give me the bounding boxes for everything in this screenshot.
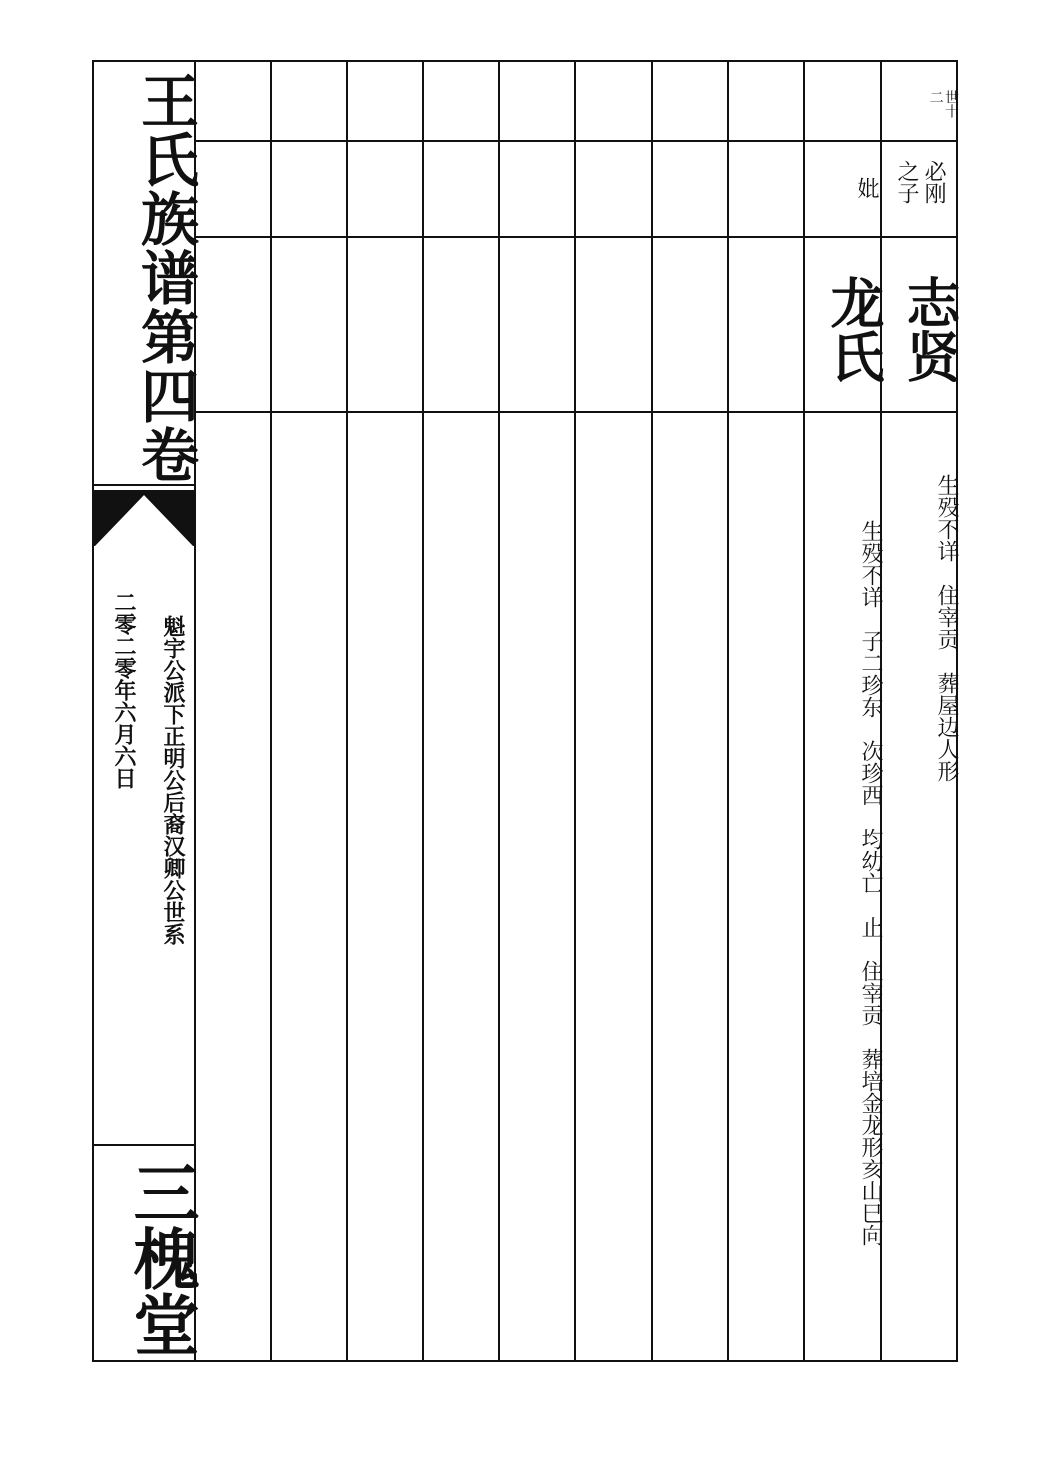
spouse-notes: 生殁不详 子二珍东 次珍西 均幼亡 止 住宰贡 葬培金龙形亥山巳向 <box>858 520 883 1246</box>
row-divider <box>196 140 956 142</box>
spouse-label: 妣 <box>854 177 879 199</box>
grid-column <box>729 62 805 1360</box>
compile-date: 二零二零年六月六日 <box>111 591 137 789</box>
hall-name: 三槐堂 <box>94 1144 194 1362</box>
parent-name: 必刚 <box>921 160 947 204</box>
parent-relation: 之子 <box>894 160 919 204</box>
row-divider <box>196 411 956 413</box>
book-title: 王氏族谱第四卷 <box>131 70 199 484</box>
grid-column <box>424 62 500 1360</box>
entry-grid <box>196 62 962 1360</box>
grid-column <box>196 62 272 1360</box>
parent-info <box>882 160 958 230</box>
grid-column <box>500 62 576 1360</box>
title-divider <box>94 484 194 486</box>
spine <box>94 62 200 1360</box>
fishtail-ornament <box>94 490 194 546</box>
grid-column <box>272 62 348 1360</box>
row-divider <box>196 236 956 238</box>
lineage-line: 魁宇公派下正明公后裔汉卿公世系 <box>160 615 186 945</box>
grid-column <box>348 62 424 1360</box>
spouse-name: 龙氏 <box>822 275 886 383</box>
grid-column <box>653 62 729 1360</box>
genealogy-page <box>92 60 962 1362</box>
grid-column <box>576 62 653 1360</box>
person-notes: 生殁不详 住宰贡 葬屋边人形 <box>934 474 959 782</box>
generation-label: 世十二 <box>927 90 959 118</box>
person-name: 志贤 <box>898 275 962 383</box>
